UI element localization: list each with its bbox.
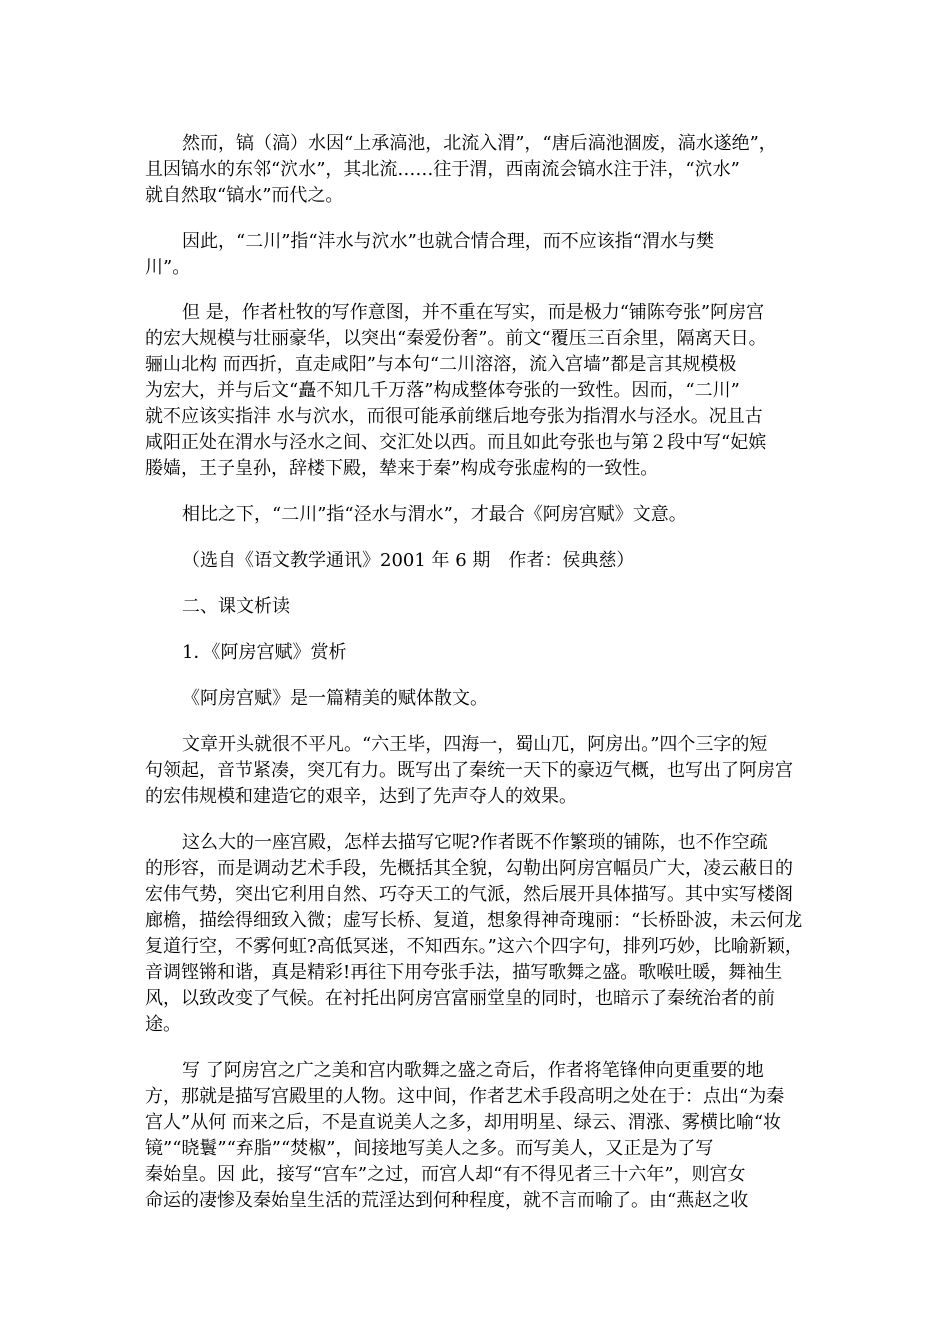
paragraph-palace-line-3: 宏伟气势，突出它利用自然、巧夺天工的气派，然后展开具体描写。其中实写楼阁 (145, 884, 793, 905)
paragraph-1-line-3: 就自然取“镐水”而代之。 (145, 185, 344, 206)
paragraph-3-line-6: 咸阳正处在渭水与泾水之间、交汇处以西。而且如此夸张也与第２段中写“妃嫔 (145, 432, 767, 453)
paragraph-intro-line-1: 《阿房宫赋》是一篇精美的赋体散文。 (182, 688, 488, 709)
paragraph-3-line-4: 为宏大，并与后文“矗不知几千万落”构成整体夸张的一致性。因而，“二川” (145, 380, 740, 401)
paragraph-2-line-1: 因此，“二川”指“沣水与泬水”也就合情合理，而不应该指“渭水与樊 (182, 231, 715, 252)
paragraph-people-line-2: 方，那就是描写宫殿里的人物。这中间，作者艺术手段高明之处在于：点出“为秦 (145, 1086, 785, 1107)
paragraph-3-line-5: 就不应该实指沣 水与泬水，而很可能承前继后地夸张为指渭水与泾水。况且古 (145, 406, 763, 427)
paragraph-opening-line-3: 的宏伟规模和建造它的艰辛，达到了先声夺人的效果。 (145, 786, 577, 807)
paragraph-opening-line-2: 句领起，音节紧凑，突兀有力。既写出了秦统一天下的豪迈气概，也写出了阿房宫 (145, 760, 793, 781)
paragraph-1-line-2: 且因镐水的东邻“泬水”，其北流……往于渭，西南流会镐水注于沣，“泬水” (145, 159, 740, 180)
paragraph-palace-line-5: 复道行空，不雾何虹?高低冥迷，不知西东。”这六个四字句，排列巧妙，比喻新颖， (145, 936, 803, 957)
paragraph-palace-line-6: 音调铿锵和谐，真是精彩!再往下用夸张手法，描写歌舞之盛。歌喉吐暖，舞袖生 (145, 962, 783, 983)
paragraph-people-line-1: 写 了阿房宫之广之美和宫内歌舞之盛之奇后，作者将笔锋伸向更重要的地 (182, 1060, 764, 1081)
paragraph-people-line-5: 秦始皇。因 此，接写“宫车”之过，而宫人却“有不得见者三十六年”，则宫女 (145, 1164, 746, 1185)
paragraph-palace-line-2: 的形容，而是调动艺术手段，先概括其全貌，勾勒出阿房宫幅员广大，凌云蔽日的 (145, 858, 793, 879)
paragraph-1-line-1: 然而，镐（滈）水因“上承滈池，北流入渭”，“唐后滈池涸废，滈水遂绝”， (182, 133, 777, 154)
citation-line: （选自《语文教学通讯》2001 年 6 期 作者：侯典慈） (182, 550, 635, 571)
paragraph-3-line-1: 但 是，作者杜牧的写作意图，并不重在写实，而是极力“铺陈夸张”阿房宫 (182, 302, 765, 323)
paragraph-palace-line-8: 途。 (145, 1014, 181, 1035)
section-heading: 二、课文析读 (182, 596, 290, 617)
paragraph-4-line-1: 相比之下，“二川”指“泾水与渭水”，才最合《阿房宫赋》文意。 (182, 504, 687, 525)
paragraph-3-line-2: 的宏大规模与壮丽豪华，以突出“秦爱份奢”。前文“覆压三百余里，隔离天日。 (145, 328, 767, 349)
paragraph-2-line-2: 川”。 (145, 257, 191, 278)
paragraph-3-line-7: 媵嫱，王子皇孙，辞楼下殿，辇来于秦”构成夸张虚构的一致性。 (145, 458, 659, 479)
paragraph-people-line-6: 命运的凄惨及秦始皇生活的荒淫达到何种程度，就不言而喻了。由“燕赵之收 (145, 1190, 749, 1211)
paragraph-palace-line-7: 风，以致改变了气候。在衬托出阿房宫富丽堂皇的同时，也暗示了秦统治者的前 (145, 988, 775, 1009)
subsection-heading: 1．《阿房宫赋》赏析 (182, 642, 347, 663)
paragraph-opening-line-1: 文章开头就很不平凡。“六王毕，四海一，蜀山兀，阿房出。”四个三字的短 (182, 734, 768, 755)
paragraph-people-line-4: 镜”“晓鬟”“弃脂”“焚椒”，间接地写美人之多。而写美人，又正是为了写 (145, 1138, 714, 1159)
paragraph-palace-line-4: 廊檐，描绘得细致入微；虚写长桥、复道，想象得神奇瑰丽：“长桥卧波，未云何龙 (145, 910, 803, 931)
paragraph-people-line-3: 宫人”从何 而来之后，不是直说美人之多，却用明星、绿云、渭涨、雾横比喻“妆 (145, 1112, 782, 1133)
paragraph-palace-line-1: 这么大的一座宫殿，怎样去描写它呢?作者既不作繁琐的铺陈，也不作空疏 (182, 832, 768, 853)
paragraph-3-line-3: 骊山北构 而西折，直走咸阳”与本句“二川溶溶，流入宫墙”都是言其规模极 (145, 354, 737, 375)
